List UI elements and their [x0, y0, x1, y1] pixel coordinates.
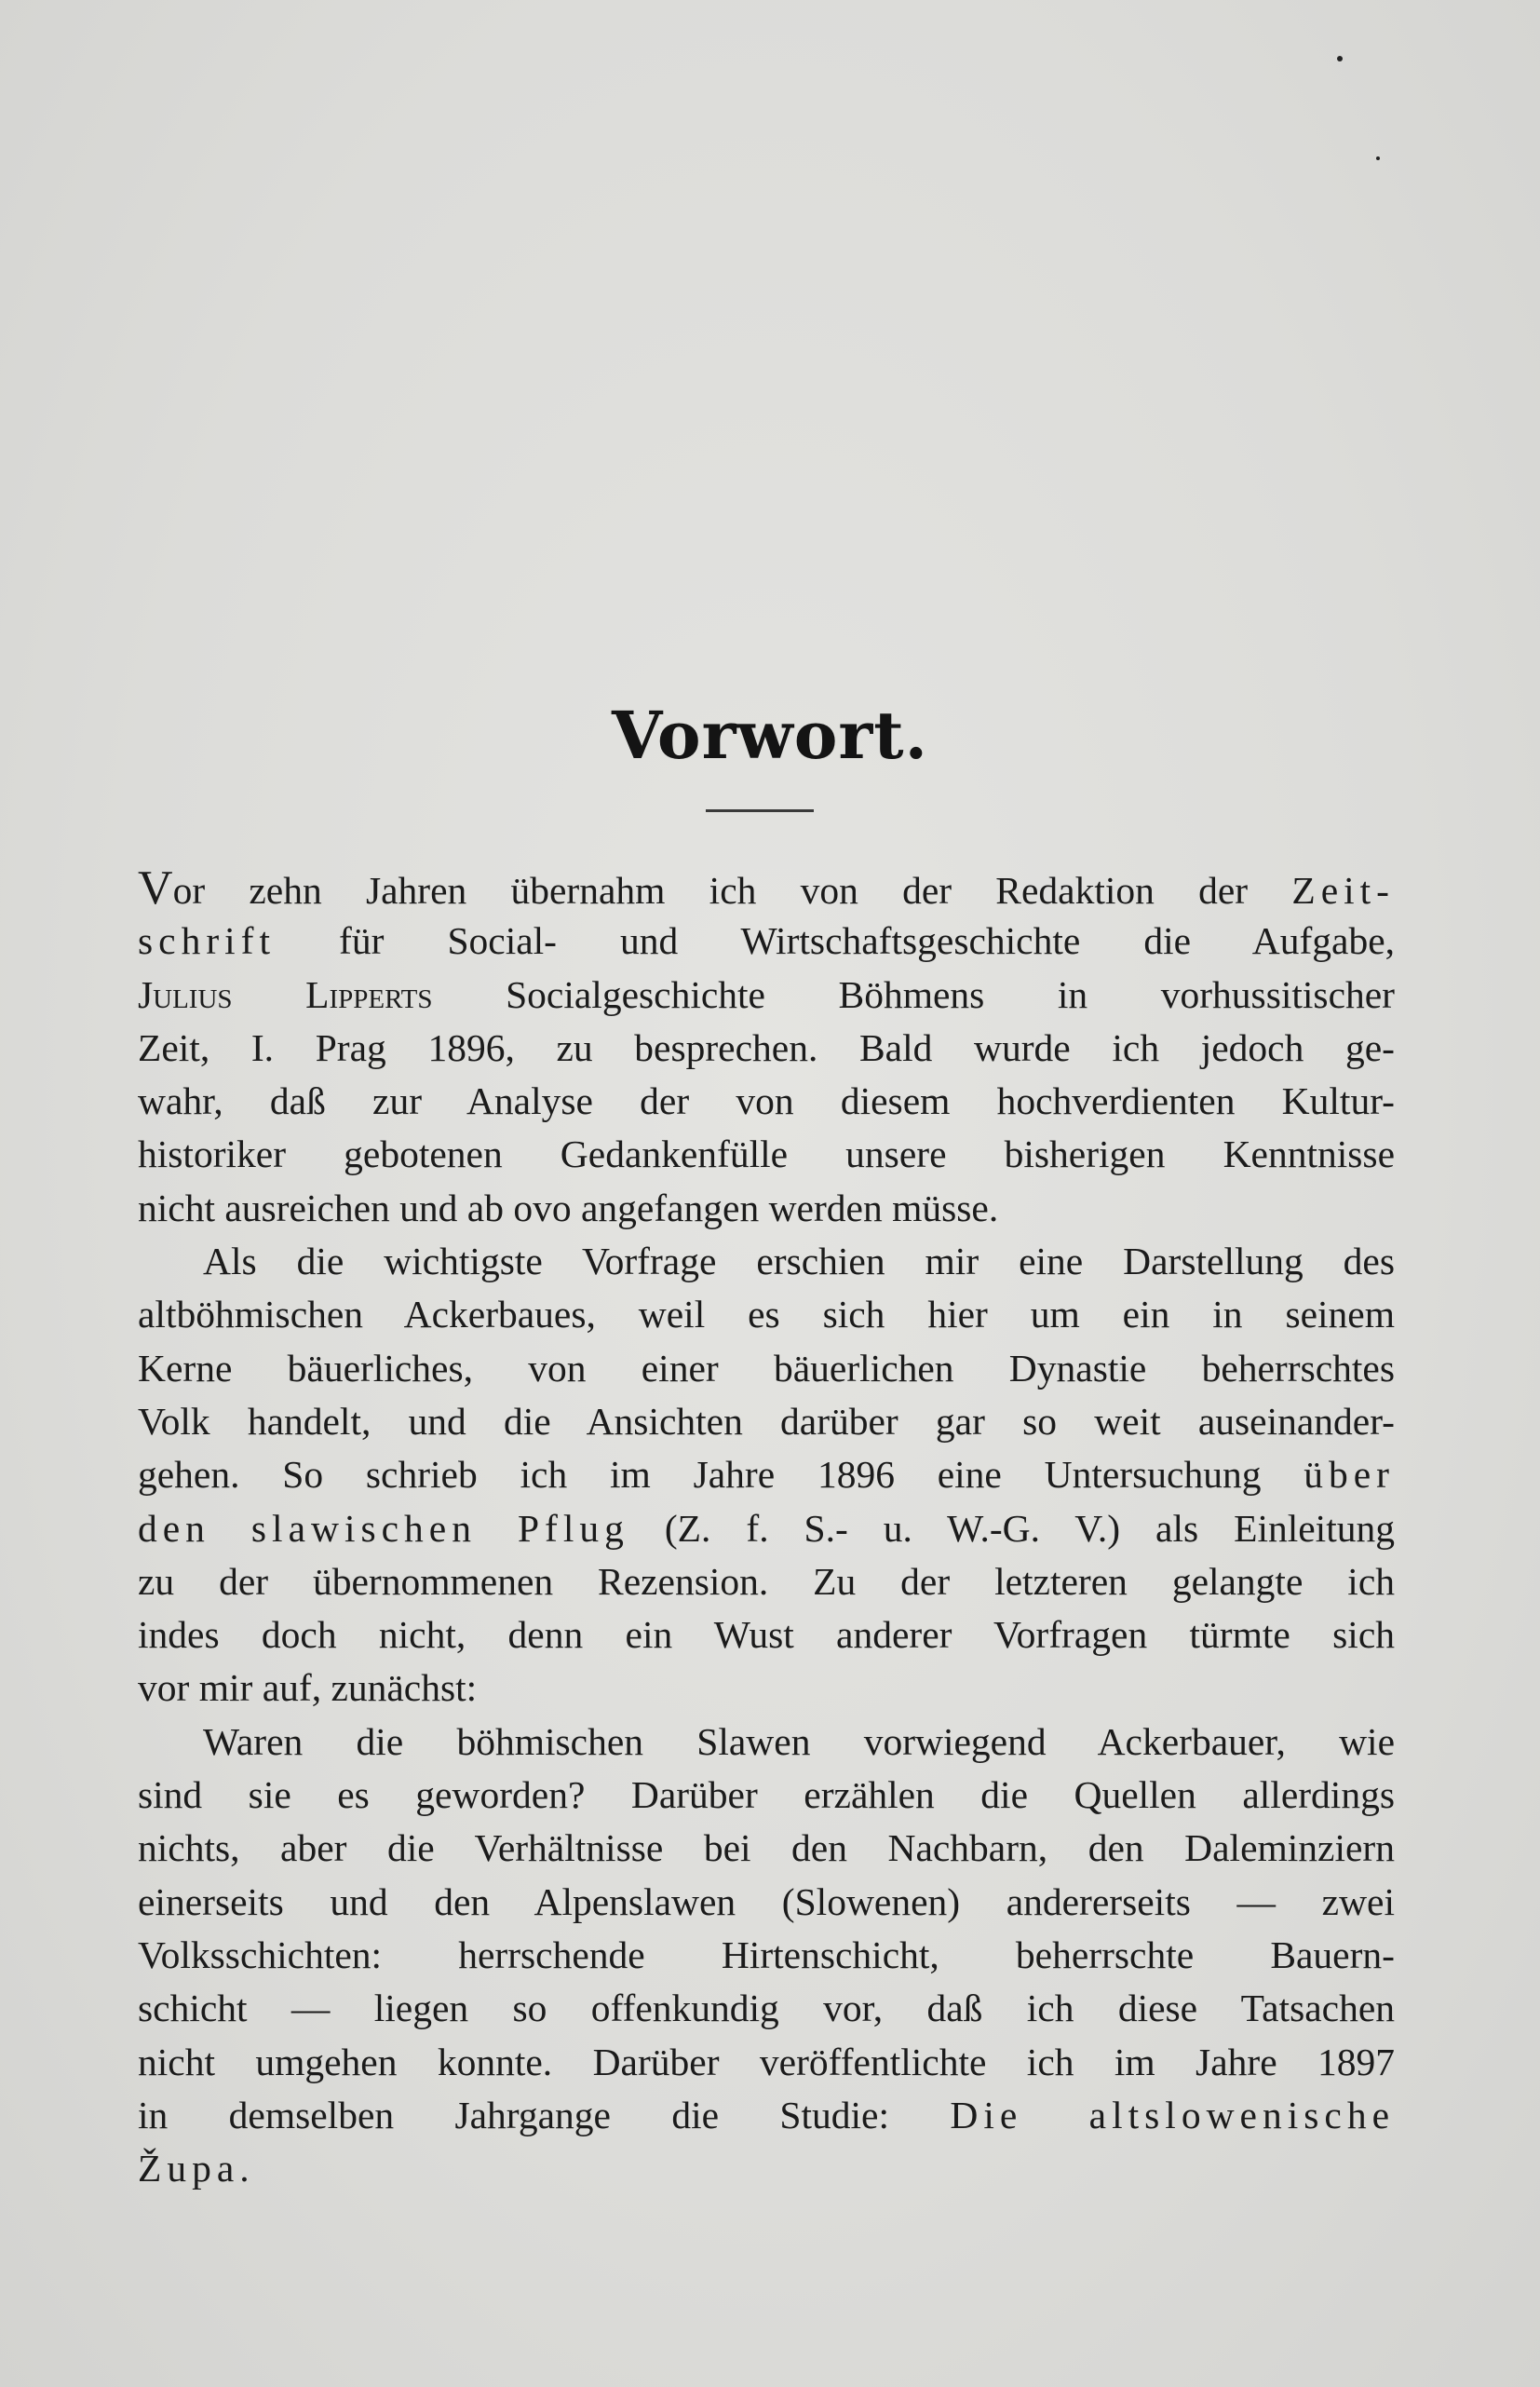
- text-line: Volk handelt, und die Ansichten darüber gar so weit auseinander-: [138, 1399, 1395, 1443]
- text-line: Volksschichten: herrschende Hirtenschicht, beherrschte Bauern-: [138, 1933, 1395, 1976]
- text-line: Als die wichtigste Vorfrage erschien mir eine Darstellung des: [203, 1240, 1395, 1283]
- text-line: wahr, daß zur Analyse der von diesem hochverdienten Kultur-: [138, 1079, 1395, 1123]
- text-line: Kerne bäuerliches, von einer bäuerlichen Dynastie beherrschtes: [138, 1346, 1395, 1390]
- text-line: [138, 861, 1395, 915]
- text-line: altböhmischen Ackerbaues, weil es sich hier um ein in seinem: [138, 1293, 1395, 1336]
- title-divider: [706, 809, 814, 812]
- author-name: Julius Lipperts: [138, 972, 433, 1016]
- text-segment: für Social- und Wirtschaftsgeschichte die Aufgabe,: [276, 919, 1395, 963]
- spaced-text: Die altslowenische: [950, 2093, 1395, 2136]
- spaced-text: schrift: [138, 919, 277, 963]
- initial-letter: V: [138, 861, 173, 915]
- text-line: Zeit, I. Prag 1896, zu besprechen. Bald wurde ich jedoch ge-: [138, 1025, 1395, 1069]
- page-title: Vorwort.: [612, 697, 928, 774]
- text-segment: or zehn Jahren übernahm ich von der Redaktion der: [172, 869, 1292, 912]
- text-line: nichts, aber die Verhältnisse bei den Nachbarn, den Daleminziern: [138, 1826, 1395, 1870]
- text-line: sind sie es geworden? Darüber erzählen die Quellen allerdings: [138, 1773, 1395, 1817]
- ink-speck: [1337, 56, 1343, 61]
- preface-text: [138, 861, 1395, 2195]
- text-segment: Socialgeschichte Böhmens in vorhussitischer: [432, 972, 1395, 1016]
- text-line: zu der übernommenen Rezension. Zu der letzteren gelangte ich: [138, 1559, 1395, 1603]
- text-line: indes doch nicht, denn ein Wust anderer Vorfragen türmte sich: [138, 1613, 1395, 1657]
- text-segment: gehen. So schrieb ich im Jahre 1896 eine Untersuchung: [138, 1453, 1304, 1497]
- text-line: [138, 1448, 1395, 1501]
- spaced-text: über: [1304, 1453, 1395, 1497]
- text-segment: (Z. f. S.- u. W.-G. V.) als Einleitung: [628, 1506, 1395, 1550]
- text-line: einerseits und den Alpenslawen (Slowenen) andererseits — zwei: [138, 1879, 1395, 1923]
- spaced-text: Zeit-: [1291, 869, 1395, 912]
- text-line: [138, 2089, 1395, 2142]
- text-line: Waren die böhmischen Slawen vorwiegend Ackerbauer, wie: [203, 1719, 1395, 1763]
- text-line: nicht ausreichen und ab ovo angefangen werden müsse.: [138, 1186, 999, 1229]
- text-line: [138, 2142, 1395, 2195]
- text-line: [138, 1502, 1395, 1555]
- spaced-text: Župa: [138, 2147, 240, 2190]
- text-line: vor mir auf, zunächst:: [138, 1666, 478, 1710]
- text-segment: .: [239, 2147, 250, 2190]
- text-line: nicht umgehen konnte. Darüber veröffentlichte ich im Jahre 1897: [138, 2040, 1395, 2083]
- ink-speck: [1376, 156, 1380, 160]
- text-line: [138, 969, 1395, 1022]
- text-line: historiker gebotenen Gedankenfülle unsere bisherigen Kenntnisse: [138, 1132, 1395, 1176]
- spaced-text: den slawischen Pflug: [138, 1506, 629, 1550]
- text-segment: in demselben Jahrgange die Studie:: [138, 2093, 951, 2136]
- text-line: schicht — liegen so offenkundig vor, daß ich diese Tatsachen: [138, 1987, 1395, 2030]
- text-line: [138, 915, 1395, 968]
